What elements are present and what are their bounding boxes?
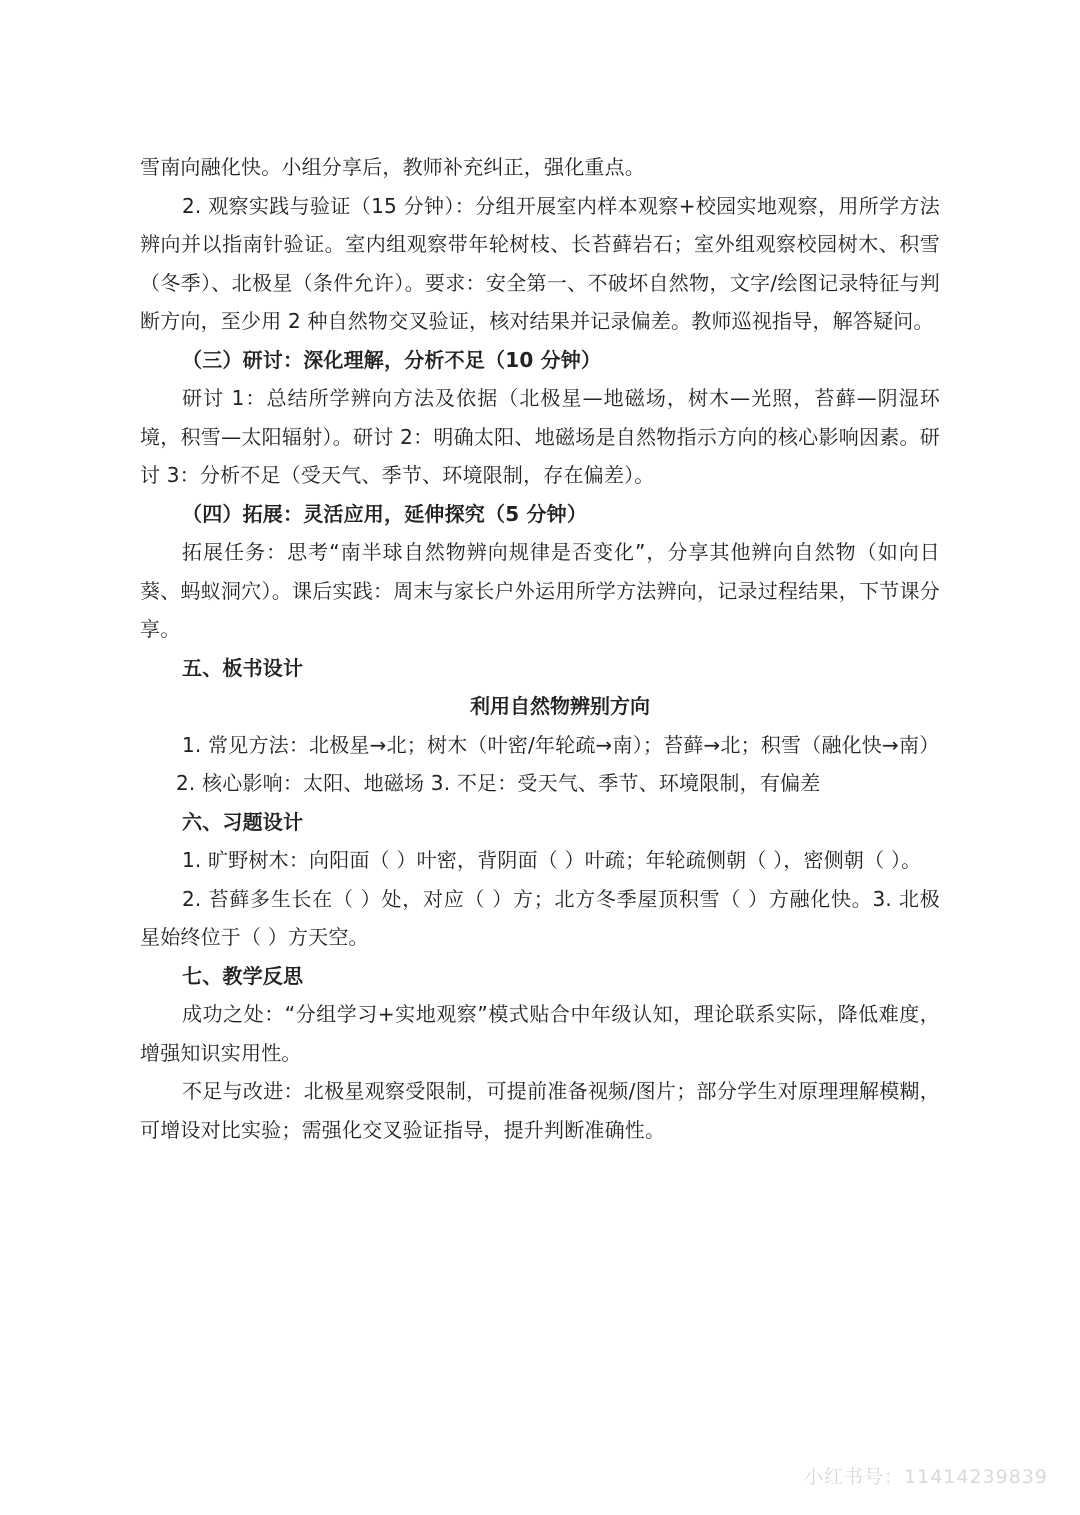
exercise-2: 2. 苔藓多生长在（ ）处，对应（ ）方；北方冬季屋顶积雪（ ）方融化快。3. 北极星始终位于（ ）方天空。 [140, 886, 940, 949]
section-heading-reflection: 七、教学反思 [182, 963, 304, 988]
paragraph-extension: 拓展任务：思考“南半球自然物辨向规律是否变化”，分享其他辨向自然物（如向日葵、蚂蚁洞穴）。课后实践：周末与家长户外运用所学方法辨向，记录过程结果，下节课分享。 [140, 540, 940, 641]
document-body [140, 148, 940, 1149]
section-heading-discussion: （三）研讨：深化理解，分析不足（10 分钟） [182, 347, 602, 372]
section-heading-extension: （四）拓展：灵活应用，延伸探究（5 分钟） [182, 501, 588, 526]
reflection-success: 成功之处：“分组学习+实地观察”模式贴合中年级认知，理论联系实际，降低难度，增强知识实用性。 [140, 1002, 940, 1065]
exercise-1: 1. 旷野树木：向阳面（ ）叶密，背阴面（ ）叶疏；年轮疏侧朝（ ），密侧朝（ ）。 [182, 848, 922, 872]
paragraph-continuation: 雪南向融化快。小组分享后，教师补充纠正，强化重点。 [140, 155, 645, 179]
section-heading-board-design: 五、板书设计 [182, 655, 304, 680]
reflection-improvement: 不足与改进：北极星观察受限制，可提前准备视频/图片；部分学生对原理理解模糊，可增设对比实验；需强化交叉验证指导，提升判断准确性。 [140, 1079, 940, 1142]
watermark: 小红书号：11414239839 [804, 1466, 1048, 1488]
board-line-methods: 1. 常见方法：北极星→北；树木（叶密/年轮疏→南）；苔藓→北；积雪（融化快→南） [182, 732, 940, 757]
board-title: 利用自然物辨别方向 [470, 694, 650, 718]
paragraph-discussion: 研讨 1：总结所学辨向方法及依据（北极星—地磁场，树木—光照，苔藓—阴湿环境，积雪—太阳辐射）。研讨 2：明确太阳、地磁场是自然物指示方向的核心影响因素。研讨 3：分析不足（受天气、季节、环境限制，存在偏差）。 [140, 386, 940, 487]
paragraph-observation-practice: 2. 观察实践与验证（15 分钟）：分组开展室内样本观察+校园实地观察，用所学方法辨向并以指南针验证。室内组观察带年轮树枝、长苔藓岩石；室外组观察校园树木、积雪（冬季）、北极星（条件允许）。要求：安全第一、不破坏自然物，文字/绘图记录特征与判断方向，至少用 2 种自然物交叉验证，核对结果并记录偏差。教师巡视指导，解答疑问。 [140, 193, 940, 333]
section-heading-exercises: 六、习题设计 [182, 809, 304, 834]
board-line-influence: 2. 核心影响：太阳、地磁场 3. 不足：受天气、季节、环境限制，有偏差 [176, 771, 821, 795]
